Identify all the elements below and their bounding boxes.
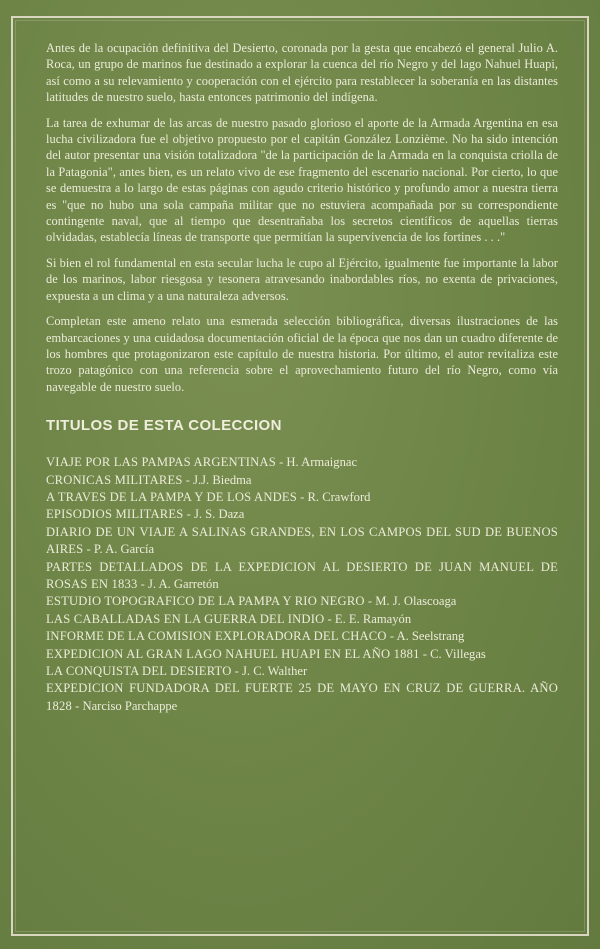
book-author: Narciso Parchappe: [82, 698, 178, 713]
book-author: J.J. Biedma: [193, 472, 252, 487]
synopsis-paragraph: La tarea de exhumar de las arcas de nuestro pasado glorioso el aporte de la Armada Argentina en esa lucha civilizadora fue el objetivo propuesto por el capitán González Lonzième. No ha sido intención del autor presentar una visión totalizadora "de la participación de la Armada en la conquista criolla de la Patagonia", antes bien, es un relato vivo de ese fragmento del escenario nacional. Por cierto, lo que se demuestra a lo largo de estas páginas con agudo criterio histórico y profundo amor a nuestra tierra es "que no hubo una sola campaña militar que no estuviera acompañada por su correspondiente contingente naval, que al tiempo que desentrañaba los secretos científicos de aquellas tierras olvidadas, establecía líneas de transporte que permitían la supervivencia de los fortines . . .": [46, 115, 558, 245]
book-title: LAS CABALLADAS EN LA GUERRA DEL INDIO: [46, 611, 325, 626]
synopsis-paragraph: Antes de la ocupación definitiva del Desierto, coronada por la gesta que encabezó el general Julio A. Roca, un grupo de marinos fue destinado a explorar la cuenca del río Negro y del lago Nahuel Huapi, así como a su relevamiento y cooperación con el ejército para restablecer la soberanía en las distantes latitudes de nuestro suelo, hasta entonces patrimonio del indígena.: [46, 41, 558, 105]
book-author: A. Seelstrang: [396, 629, 465, 644]
book-title: LA CONQUISTA DEL DESIERTO: [46, 664, 232, 678]
collection-title-item: EXPEDICION FUNDADORA DEL FUERTE 25 DE MAYO EN CRUZ DE GUERRA. AÑO 1828 - Narciso Parchappe: [46, 681, 558, 713]
collection-title-item: LA CONQUISTA DEL DESIERTO - J. C. Walther: [46, 664, 308, 678]
book-title: EXPEDICION AL GRAN LAGO NAHUEL HUAPI EN EL AÑO 1881: [46, 646, 420, 661]
collection-title-item: DIARIO DE UN VIAJE A SALINAS GRANDES, EN LOS CAMPOS DEL SUD DE BUENOS AIRES - P. A. García: [46, 524, 558, 557]
collection-heading: TITULOS DE ESTA COLECCION: [46, 417, 282, 435]
collection-title-item: A TRAVES DE LA PAMPA Y DE LOS ANDES - R. Crawford: [46, 489, 371, 504]
collection-title-item: INFORME DE LA COMISION EXPLORADORA DEL CHACO - A. Seelstrang: [46, 629, 465, 644]
book-title: EPISODIOS MILITARES: [46, 507, 184, 522]
collection-title-item: EXPEDICION AL GRAN LAGO NAHUEL HUAPI EN EL AÑO 1881 - C. Villegas: [46, 646, 486, 661]
book-title: VIAJE POR LAS PAMPAS ARGENTINAS: [46, 455, 276, 470]
book-author: R. Crawford: [307, 489, 371, 504]
book-author: J. A. Garretón: [147, 576, 219, 591]
collection-title-item: EPISODIOS MILITARES - J. S. Daza: [46, 507, 245, 522]
collection-title-item: ESTUDIO TOPOGRAFICO DE LA PAMPA Y RIO NEGRO - M. J. Olascoaga: [46, 594, 457, 609]
book-author: J. S. Daza: [193, 507, 245, 522]
synopsis: [46, 40, 558, 395]
book-author: J. C. Walther: [242, 664, 308, 678]
book-title: A TRAVES DE LA PAMPA Y DE LOS ANDES: [46, 489, 298, 504]
collection-title-list: [46, 454, 558, 715]
cover-content: [46, 40, 558, 715]
book-title: ESTUDIO TOPOGRAFICO DE LA PAMPA Y RIO NEGRO: [46, 594, 365, 609]
book-author: M. J. Olascoaga: [375, 594, 457, 609]
collection-title-item: LAS CABALLADAS EN LA GUERRA DEL INDIO - E. E. Ramayón: [46, 611, 412, 626]
book-author: P. A. García: [93, 542, 155, 557]
book-title: PARTES DETALLADOS DE LA EXPEDICION AL DESIERTO DE JUAN MANUEL DE ROSAS EN 1833: [46, 559, 558, 591]
collection-title-item: VIAJE POR LAS PAMPAS ARGENTINAS - H. Armaignac: [46, 455, 358, 470]
book-title: INFORME DE LA COMISION EXPLORADORA DEL CHACO: [46, 629, 387, 644]
book-author: C. Villegas: [430, 646, 486, 661]
book-title: CRONICAS MILITARES: [46, 472, 183, 487]
collection-title-item: CRONICAS MILITARES - J.J. Biedma: [46, 472, 252, 487]
book-title: EXPEDICION FUNDADORA DEL FUERTE 25 DE MAYO EN CRUZ DE GUERRA. AÑO 1828: [46, 681, 558, 713]
book-title: DIARIO DE UN VIAJE A SALINAS GRANDES, EN LOS CAMPOS DEL SUD DE BUENOS AIRES: [46, 524, 558, 557]
collection-title-item: PARTES DETALLADOS DE LA EXPEDICION AL DESIERTO DE JUAN MANUEL DE ROSAS EN 1833 - J. A. Garretón: [46, 559, 558, 591]
book-author: E. E. Ramayón: [334, 611, 412, 626]
synopsis-paragraph: Si bien el rol fundamental en esta secular lucha le cupo al Ejército, igualmente fue importante la labor de los marinos, labor riesgosa y tesonera atravesando inabordables ríos, no exenta de privaciones, expuesta a un clima y a una naturaleza adversos.: [46, 255, 558, 303]
synopsis-paragraph: Completan este ameno relato una esmerada selección bibliográfica, diversas ilustraciones de las embarcaciones y una cuidadosa documentación oficial de la época que nos dan un cuadro diferente de los hombres que protagonizaron este capítulo de nuestra historia. Por último, el autor revitaliza este trozo patagónico con una referencia sobre el aprovechamiento futuro del río Negro, como vía navegable de nuestro suelo.: [46, 314, 558, 394]
book-author: H. Armaignac: [286, 455, 358, 470]
